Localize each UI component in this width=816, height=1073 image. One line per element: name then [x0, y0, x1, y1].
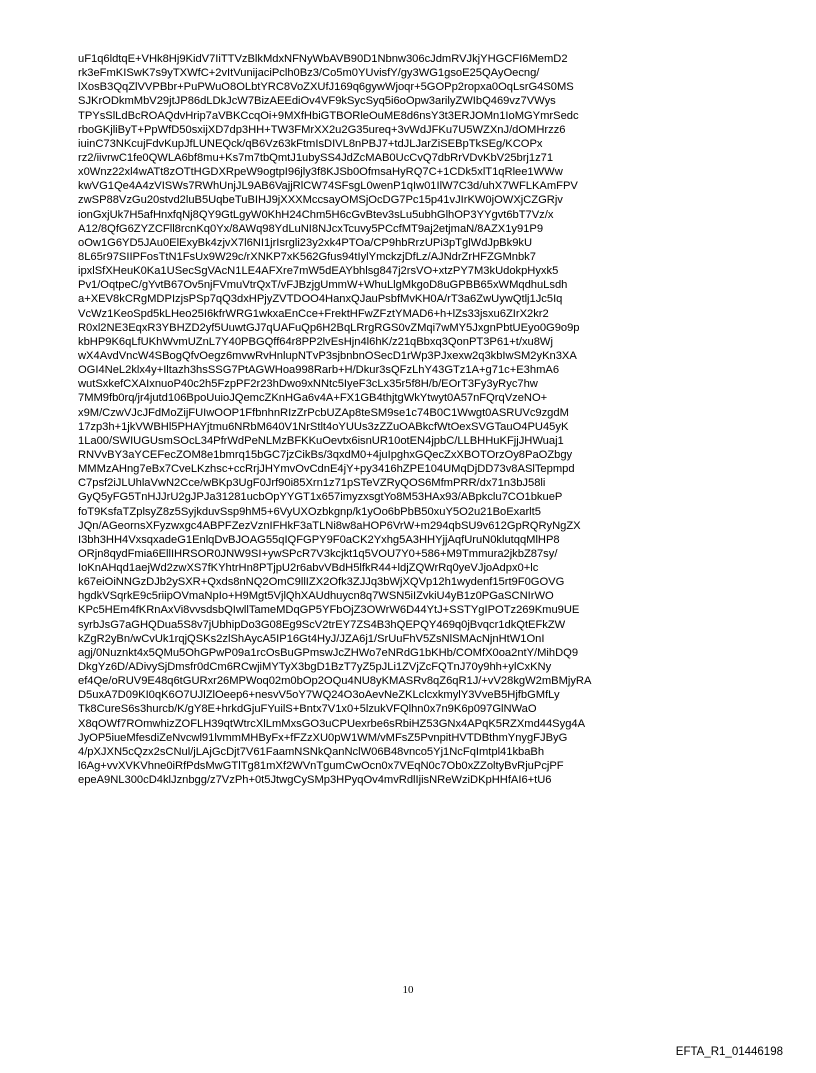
- text-line: ef4Qe/oRUV9E48q6tGURxr26MPWoq02m0bOp2OQu4NU8yKMASRv8qZ6qR1J/+vV28kgW2mBMjyRA: [78, 675, 592, 688]
- text-line: rk3eFmKISwK7s9yTXWfC+2vItVunijaciPclh0Bz3/Co5m0YUvisfY/gy3WG1gsoE25QAyOecng/: [78, 67, 540, 80]
- text-line: JQn/AGeornsXFyzwxgc4ABPFZezVznIFHkF3aTLNi8w8aHOP6VrW+m294qbSU9v612GpRQRyNgZX: [78, 519, 581, 532]
- text-line: rboGKjliByT+PpWfD50sxijXD7dp3HH+TW3FMrXX2u2G35ureq+3vWdJFKu7U5WZXnJ/dOMHrzz6: [78, 123, 566, 136]
- text-line: x9M/CzwVJcJFdMoZijFUIwOOP1FfbnhnRIzZrPcbUZAp8teSM9se1c74B0C1Wwgt0ASRUVc9zgdM: [78, 406, 569, 419]
- text-line: TPYsSlLdBcROAQdvHrip7aVBKCcqOi+9MXfHbiGTBORleOuME8d6nsY3t3ERJOMn1IoMGYmrSedc: [78, 109, 579, 122]
- text-line: hgdkVSqrkE9c5riipOVmaNpIo+H9Mgt5VjlQhXAUdhuycn8q7WSN5iIZvkiU4yB1z0PGaSCNIrWO: [78, 590, 554, 603]
- text-line: 17zp3h+1jkVWBHl5PHAYjtmu6NRbM640V1NrStlt4oYUUs3zZZuOABkcfWtOexSVGTauO4PU45yK: [78, 420, 569, 433]
- text-line: 8L65r97SIIPFosTtN1FsUx9W29c/rXNKP7xK562Gfus94tIylYmckzjDfLz/AJNdrZrHFZGMnbk7: [78, 250, 536, 263]
- text-line: agj/0Nuznkt4x5QMu5OhGPwP09a1rcOsBuGPmswJcZHWo7eNRdG1bKHb/COMfX0oa2ntY/MihDQ9: [78, 646, 579, 659]
- text-line: wutSxkefCXAIxnuoP40c2h5FzpPF2r23hDwo9xNNtc5IyeF3cLx35r5f8H/b/EOrT3Fy3yRyc7hw: [78, 378, 538, 391]
- text-line: Tk8CureS6s3hurcb/K/gY8E+hrkdGjuFYuilS+Bntx7V1x0+5lzukVFQlhn0x7n9K6p097GlNWaO: [78, 703, 537, 716]
- text-line: R0xl2NE3EqxR3YBHZD2yf5UuwtGJ7qUAFuQp6H2BqLRrgRGS0vZMqi7wMY5JxgnPbtUEyo0G9o9p: [78, 321, 580, 334]
- text-line: kwVG1Qe4A4zVISWs7RWhUnjJL9AB6VajjRlCW74SFsgL0wenP1qIw01IlW7C3d/uhX7WFLKAmFPV: [78, 180, 578, 193]
- text-line: epeA9NL300cD4klJznbgg/z7VzPh+0t5JtwgCySMp3HPyqOv4mvRdlIjisNReWziDKpHHfAI6+tU6: [78, 774, 552, 787]
- text-line: DkgYz6D/ADivySjDmsfr0dCm6RCwjiMYTyX3bgD1BzT7yZ5pJLi1ZVjZcFQTnJ70y9hh+ylCxKNy: [78, 661, 552, 674]
- text-line: 1La00/SWIUGUsmSOcL34PfrWdPeNLMzBFKKuOevtx6isnUR10otEN4jpbC/LLBHHuKFjjJHWuaj1: [78, 434, 564, 447]
- text-line: IoKnAHqd1aejWd2zwXS7fKYhtrHn8PTjpU2r6abvVBdH5lfkR44+ldjZQWrRq0yeVJjoAdpx0+lc: [78, 562, 539, 575]
- text-line: VcWz1KeoSpd5kLHeo25I6kfrWRG1wkxaEnCce+FrektHFwZFztYMAD6+h+lZs33jsxu6ZIrX2kr2: [78, 307, 549, 320]
- text-line: D5uxA7D09KI0qK6O7UJlZlOeep6+nesvV5oY7WQ24O3oAevNeZKLclcxkmylY3VveB5HjfbGMfLy: [78, 689, 560, 702]
- text-line: iuinC73NKcujFdvKupJfLUNEQck/qB6Vz63kFtmIsDIVL8nPBJ7+tdJLJarZiSEBpTkSEg/KCOPx: [78, 137, 543, 150]
- text-line: Pv1/OqtpeC/gYvtB67Ov5njFVmuVtrQxT/vFJBzjgUmmW+WhuLlgMkgoD8uGPBB65xWMqdhuLsdh: [78, 279, 568, 292]
- text-line: x0Wnz22xl4wATt8zOTtHGDXRpeW9ogtpI96jly3f8KJSb0OfmsaHyRQ7C+1CDk5xlT1qRlee1WWw: [78, 166, 563, 179]
- text-line: OGI4NeL2klx4y+Iltazh3hsSSG7PtAGWHoa998Rarb+H/Dkur3sQFzLhY43GTz1A+g71c+E3hmA6: [78, 364, 560, 377]
- encoded-text-block: [78, 52, 798, 787]
- text-line: kbHP9K6qLfUKhWvmUZnL7Y40PBGQff64r8PP2lvEsHjn4l6hK/z21qBbxq3QonPT3P61+t/xu8Wj: [78, 335, 553, 348]
- text-line: rz2/iivrwC1fe0QWLA6bf8mu+Ks7m7tbQmtJ1ubySS4JdZcMAB0UcCvQ7dbRrVDvKbV25brj1z71: [78, 151, 554, 164]
- text-line: foT9KsfaTZplsyZ8z5SyjkduvSsp9hM5+6VyUXOzbkgnp/k1yOo6bPbB50xuY5O2u21BoExarlt5: [78, 505, 541, 518]
- text-line: SJKrODkmMbV29jtJP86dLDkJcW7BizAEEdiOv4VF9kSycSyq5i6oOpw3arilyZWIbQ469vz7VWys: [78, 95, 556, 108]
- text-line: JyOP5iueMfesdiZeNvcwl91lvmmMHByFx+fFZzXU0pW1WM/vMFsZ5PvnpitHVTDBthmYnygFJByG: [78, 731, 568, 744]
- text-line: ionGxjUk7H5afHnxfqNj8QY9GtLgyW0KhH24Chm5H6cGvBtev3sLu5ubhGlhOP3YYgvt6bT7Vz/x: [78, 208, 554, 221]
- text-line: I3bh3HH4VxsqxadeG1EnlqDvBJOAG55qIQFGPY9F0aCK2Yxhg5A3HHYjjAqfUruN0klutqqMlHP8: [78, 533, 560, 546]
- text-line: lXosB3QqZlVVPBbr+PuPWuO8OLbtYRC8VoZXUfJ169q6gywWjoqr+5GOPp2ropxa0OqLsrG4S0MS: [78, 81, 574, 94]
- text-line: C7psf2iJLUhlaVwN2Cce/wBKp3UgF0Jrf90i85Xrn1z71pSTeVZRyQOS6MfmPRR/dx71n3bJ58li: [78, 477, 546, 490]
- text-line: 7MM9fb0rq/jr4jutd106BpoUuioJQemcZKnHGa6v4A+FX1GB4thjtgWkYtwyt0A57nFQrqVzeNO+: [78, 392, 548, 405]
- text-line: A12/8QfG6ZYZCFll8rcnKq0Yx/8AWq98YdLuNI8NJcxTcuvy5PCcfMT9aj2etjmaN/8AZX1y91P9: [78, 222, 544, 235]
- page-number: 10: [402, 984, 414, 996]
- text-line: k67eiOiNNGzDJb2ySXR+Qxds8nNQ2OmC9llIZX2Ofk3ZJJq3bWjXQVp12h1wydenf15rt9F0GOVG: [78, 576, 565, 589]
- text-line: KPc5HEm4fKRnAxVi8vvsdsbQIwllTameMDqGP5YFbOjZ3OWrW6D44YtJ+SSTYgIPOTz269Kmu9UE: [78, 604, 580, 617]
- text-line: oOw1G6YD5JAu0ElExyBk4zjvX7l6NI1jrIsrgli23y2xk4PTOa/CP9hbRrzUPi3pTglWdJpBk9kU: [78, 236, 533, 249]
- text-line: zwSP88VzGu20stvd2luB5UqbeTuBIHJ9jXXXMccsayOMSjOcDG7Pc15p41vJIrKW0jOWXjCZGRjv: [78, 194, 563, 207]
- text-line: wX4AvdVncW4SBogQfvOegz6mvwRvHnlupNTvP3sjbnbnOSecD1rWp3PJxexw2q3kbIwSM2yKn3XA: [78, 349, 577, 362]
- text-line: 4/pXJXN5cQzx2sCNul/jLAjGcDjt7V61FaamNSNkQanNclW06B48vnco5Yj1NcFqImtpl41kbaBh: [78, 745, 545, 758]
- text-line: a+XEV8kCRgMDPIzjsPSp7qQ3dxHPjyZVTDOO4HanxQJauPsbfMvKH0A/rT3a6ZwUywQtlj1Jc5Iq: [78, 293, 563, 306]
- bates-number: EFTA_R1_01446198: [675, 1046, 783, 1058]
- text-line: GyQ5yFG5TnHJJrU2gJPJa31281ucbOpYYGT1x657imyzxsgtYo8M53HAx93/ABpkclu7CO1bkueP: [78, 491, 563, 504]
- text-line: MMMzAHng7eBx7CveLKzhsc+ccRrjJHYmvOvCdnE4jY+py3416hZPE104UMqDjDD73v8ASlTepmpd: [78, 463, 575, 476]
- text-line: kZgR2yBn/wCvUk1rqjQSKs2zlShAycA5IP16Gt4HyJ/JZA6j1/SrUuFhV5ZsNlSMAcNjnHtW1OnI: [78, 632, 545, 645]
- text-line: uF1q6ldtqE+VHk8Hj9KidV7IiTTVzBlkMdxNFNyWbAVB90D1Nbnw306cJdmRVJkjYHGCFI6MemD2: [78, 53, 568, 65]
- text-line: RNVvBY3aYCEFecZOM8e1bmrq15bGC7jzCikBs/3qxdM0+4juIpghxGQecZxXBOTOrzOy8PaOZbgy: [78, 448, 573, 461]
- text-line: l6Ag+vvXVKVhne0iRfPdsMwGTlTg81mXf2WVnTgumCwOcn0x7VEqN0c7Ob0xZZoltyBvRjuPcjPF: [78, 760, 564, 773]
- text-line: X8qOWf7ROmwhizZOFLH39qtWtrcXlLmMxsGO3uCPUexrbe6sRbiHZ53GNx4APqK5RZXmd44Syg4A: [78, 717, 586, 730]
- text-line: ipxlSfXHeuK0Ka1USecSgVAcN1LE4AFXre7mW5dEAYbhlsg847j2rsVO+xtzPY7M3kUdokpHyxk5: [78, 265, 559, 278]
- text-line: ORjn8qydFmia6EllIHRSOR0JNW9SI+ywSPcR7V3kcjkt1q5VOU7Y0+586+M9Tmmura2jkbZ87sy/: [78, 547, 558, 560]
- text-line: syrbJsG7aGHQDua5S8v7jUbhipDo3G08Eg9ScV2trEY7ZS4B3hQEPQY469q0jBvqcr1dkQtEFkZW: [78, 618, 566, 631]
